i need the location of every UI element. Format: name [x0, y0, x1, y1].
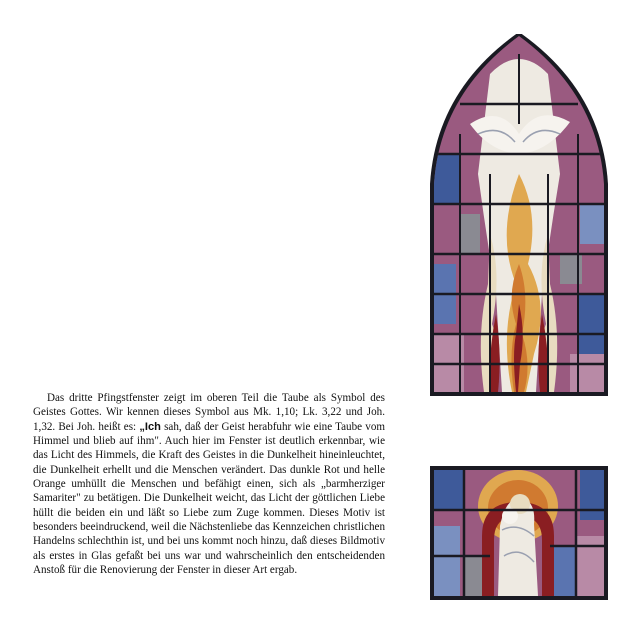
paragraph-part-1: Das dritte Pfingstfenster zeigt im oberen Teil die Taube als Symbol des Geistes Gottes. Wir kennen dieses Symbol aus Mk. 1,10; Lk. 3,22 und Joh. 1,32. Bei Joh. heißt es:: [33, 392, 385, 433]
quote-start: „Ich: [139, 420, 161, 433]
paragraph-part-2: sah, daß der Geist herabfuhr wie eine Taube vom Himmel und blieb auf ihm". Auch hier im Fenster ist deutlich erkennbar, wie das Licht des Himmels, die Kraft des Geistes in die Dunkelheit hineinleuchtet, die Dunkelheit erhellt und die Menschen verändert. Das dunkle Rot und helle Orange umhüllt die Menschen und befähigt einen, sich als „barmherziger Samariter" zu betätigen. Die Dunkelheit weicht, das Licht der göttlichen Liebe hüllt die beiden ein und läßt so Liebe zum Zuge kommen. Dieses Motiv ist besonders beeindruckend, weil die Nächstenliebe das Kennzeichen christlichen Handelns schlechthin ist, und bei uns kommt noch hinzu, daß dieses Bildmotiv als erstes in Glas gefaßt bei uns war und wahrscheinlich den entscheidenden Anstoß für die Renovierung der Fenster in dieser Art ergab.: [33, 420, 386, 577]
main-text-block: [33, 391, 385, 577]
stained-glass-window-samaritan: [430, 466, 608, 600]
stained-glass-window-dove: [430, 34, 608, 396]
samaritan-window-image: [430, 466, 608, 600]
body-paragraph: [33, 391, 385, 577]
dove-window-image: [430, 34, 608, 396]
